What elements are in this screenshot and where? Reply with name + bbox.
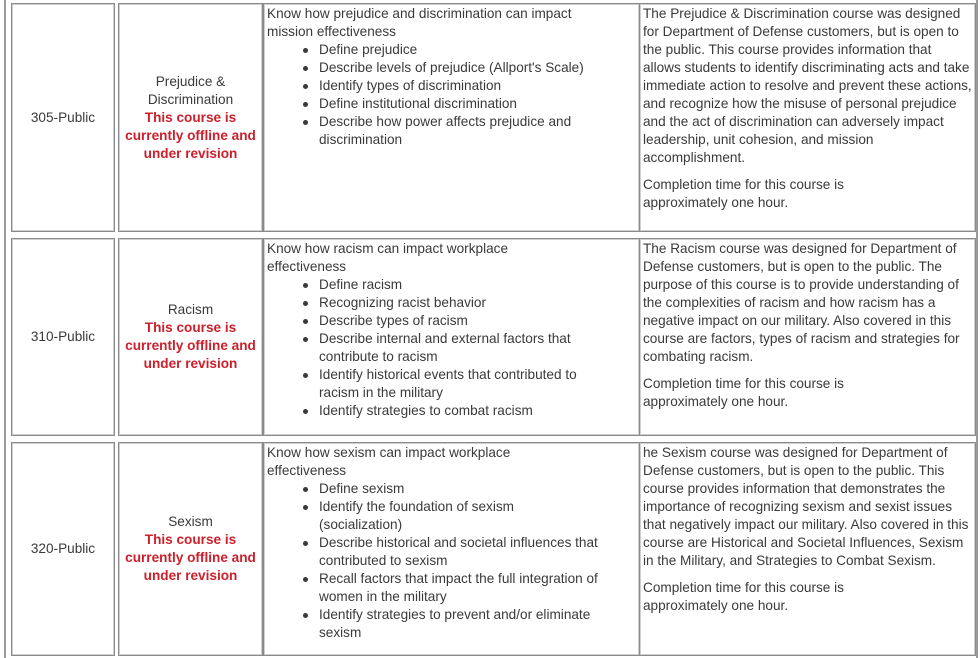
objective-intro: Know how racism can impact workplace effectiveness xyxy=(267,241,509,274)
objective-item: Define prejudice xyxy=(319,41,636,59)
description-cell xyxy=(639,3,976,232)
objectives-cell xyxy=(263,238,640,436)
course-description: The Prejudice & Discrimination course was designed for Department of Defense customers, but is open to the public. This course provides information that allows students to identify discriminating acts and take immediate action to resolve and prevent these actions, and recognize how the misuse of personal prejudice and the act of discrimination can adversely impact leadership, unit cohesion, and mission accomplishment. xyxy=(643,6,972,165)
course-code-cell xyxy=(11,442,115,656)
objective-item: Describe historical and societal influences that contributed to sexism xyxy=(319,534,609,570)
objective-item: Define racism xyxy=(319,276,636,294)
objective-item: Recognizing racist behavior xyxy=(319,294,636,312)
course-table xyxy=(4,0,978,658)
objective-intro: Know how prejudice and discrimination can impact mission effectiveness xyxy=(267,6,572,39)
course-title-cell xyxy=(118,442,263,656)
course-code: 305-Public xyxy=(30,109,96,125)
description-cell xyxy=(639,442,976,656)
objective-list xyxy=(267,276,636,420)
course-description: he Sexism course was designed for Department of Defense customers, but is open to the public. This course provides information that demonstrates the importance of recognizing sexism and sexist issues that negatively impact our military. Also covered in this course are Historical and Societal Influences, Sexism in the Military, and Strategies to Combat Sexism. xyxy=(643,445,969,568)
course-status: This course is currently offline and under revision xyxy=(125,109,256,161)
objective-item: Recall factors that impact the full integration of women in the military xyxy=(319,570,639,606)
objective-list xyxy=(267,41,636,149)
completion-time: Completion time for this course is approximately one hour. xyxy=(643,177,844,210)
objective-item: Describe levels of prejudice (Allport's Scale) xyxy=(319,59,636,77)
course-status: This course is currently offline and under revision xyxy=(125,532,256,583)
objective-item: Define institutional discrimination xyxy=(319,95,636,113)
completion-time: Completion time for this course is approximately one hour. xyxy=(643,580,844,613)
objective-item: Identify the foundation of sexism (socialization) xyxy=(319,498,559,534)
course-description: The Racism course was designed for Department of Defense customers, but is open to the public. The purpose of this course is to provide understanding of the complexities of racism and how racism has a negative impact on our military. Also covered in this course are factors, types of racism and strategies for combating racism. xyxy=(643,241,960,364)
objective-item: Define sexism xyxy=(319,480,636,498)
course-title-cell xyxy=(118,238,263,436)
description-cell xyxy=(639,238,976,436)
course-title: Prejudice & Discrimination xyxy=(147,73,234,107)
objectives-cell xyxy=(263,442,640,656)
course-title: Racism xyxy=(167,302,214,317)
objectives-cell xyxy=(263,3,640,232)
objective-item: Identify strategies to prevent and/or eliminate sexism xyxy=(319,606,619,642)
course-code-cell xyxy=(11,3,115,232)
objective-list xyxy=(267,480,636,642)
course-code-cell xyxy=(11,238,115,436)
objective-item: Identify historical events that contributed to racism in the military xyxy=(319,366,619,402)
objective-item: Describe types of racism xyxy=(319,312,636,330)
course-status: This course is currently offline and under revision xyxy=(125,320,256,371)
objective-item: Describe internal and external factors that contribute to racism xyxy=(319,330,609,366)
course-title-cell xyxy=(118,3,263,232)
objective-item: Identify strategies to combat racism xyxy=(319,402,636,420)
objective-intro: Know how sexism can impact workplace effectiveness xyxy=(267,445,511,478)
course-code: 310-Public xyxy=(30,329,96,344)
course-title: Sexism xyxy=(168,514,213,529)
course-code: 320-Public xyxy=(30,541,96,556)
objective-item: Describe how power affects prejudice and discrimination xyxy=(319,113,609,149)
completion-time: Completion time for this course is approximately one hour. xyxy=(643,376,844,409)
objective-item: Identify types of discrimination xyxy=(319,77,636,95)
